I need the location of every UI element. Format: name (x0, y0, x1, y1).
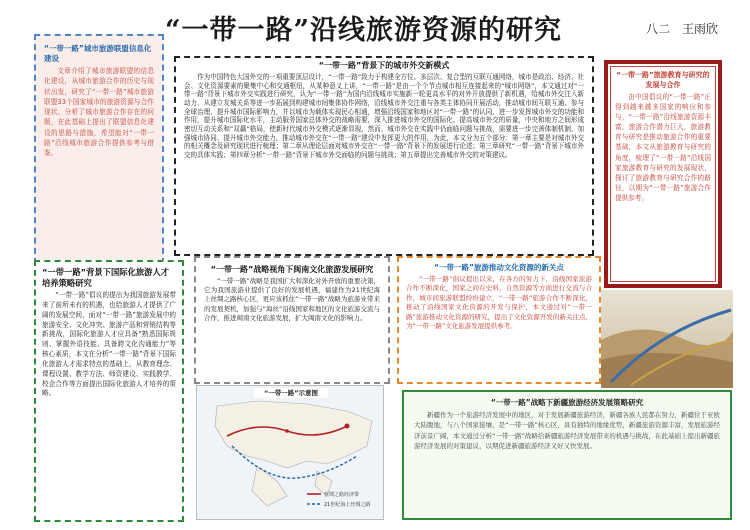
panel-body: 文章介绍了城市旅游联盟的信息化建设，从城市旅游合作的历史与现状出发，研究了“一带一路”城市旅游联盟33个国家城市的旅游资源与合作现状，分析了城市旅游合作存在的问题，在此基础上提出了联盟信息化建设的思路与措施，希望能对“一带一路”沿线城市旅游合作提供参考与借鉴。 (44, 67, 154, 158)
page-title: “一带一路”沿线旅游资源的研究 (165, 15, 563, 46)
legend-item-road: 21世纪海上丝绸之路 (324, 502, 371, 508)
desert-caravan-image (601, 290, 733, 388)
panel-body: 作为中国特色大国外交的一项重要顶层设计，“一带一路”致力于构建全方位、多层次、复合型的互联互通网络，城市是政治、经济、社会、文化资源要素的聚集中心和交通枢纽，从某种意义上讲，“一带一路”是由一个个节点城市相互连接起来的“城市网络”，本文通过对“一带一路”背景下城市外交实践进行研究，认为“一带一路”为国内沿线城市实施新一轮更高水平的对外开放提供了新机遇，给城市外交注入新动力，从建立友城关系等进一步拓展到构建城市间集体协作网络，沿线城市外交注重与各类主体协同开展活动，推动城市间互联互通、参与全球治理、提升城市国际影响力，并以城市为载体实现民心相通，增强沿线国家和地区对“一带一路”的认同，进一步发挥城市外交的功能和作用，提升城市国际化水平，主动服务国家总体外交的战略需要，深入推进城市外交的国际化，提高城市外交的质量，中央和地方之间形成密切互动关系和“双赢”格局，使新时代城市外交模式逐渐显现，然而，城市外交在实践中仍面临问题与挑战，需要进一步完善体制机制、加强城市协同、提升城市外交能力，推动城市外交在“一带一路”建设中发挥更大的作用，为此，本文分为五个部分：第一章主要是对城市外交的相关概念及研究现状进行梳理；第二章从理论层面对城市外交在“一带一路”背景下的发展进行论述；第三章研究“一带一路”背景下城市外交的具体实践；第四章分析“一带一路”背景下城市外交面临的问题与挑战；第五章提出完善城市外交的对策建议。 (184, 73, 584, 159)
panel-cultural-resources (397, 256, 601, 384)
panel-xinjiang-tourism (402, 390, 732, 520)
map-legend (324, 490, 370, 510)
panel-body: “一带一路”战略是我国扩大和深化对外开放的重要决策，它为我国旅游业提供了良好的发展机遇，福建作为21世纪海上丝绸之路核心区，更应该抓住“一带一路”战略为旅游业带来的发展契机，加强与“海丝”沿线国家和地区的文化旅游交流与合作，推进闽南文化旅游发展，扩大闽南文化的影响力。 (204, 277, 380, 322)
belt-road-map (196, 385, 384, 520)
author-name: 八二 王雨欣 (646, 22, 719, 36)
panel-heading: “一带一路”战略下新疆旅游经济发展策略研究 (490, 398, 644, 407)
panel-tourism-education (604, 60, 722, 288)
panel-body: 由中国倡议的“一带一路”正得到越来越多国家的响应和参与，“一带一路”沿线旅游资源丰富，旅游合作潜力巨大，旅游教育与研究是推动旅游合作的重要基础，本文从旅游教育与研究的角度，梳理了“一带一路”沿线国家旅游教育与研究的发展现状，探讨了旅游教育与研究合作的路径，以期为“一带一路”旅游合作提供参考。 (615, 93, 711, 202)
panel-body: “一带一路”倡议的提出为我国旅游发展带来了前所未有的机遇，也给旅游人才提供了广阔的发展空间，面对“一带一路”旅游发展中的旅游安全、文化冲突、旅游产品和营销结构等新挑战，国际化旅游人才应具备“熟悉国际规则、掌握外语技能、具备跨文化沟通能力”等核心素质，本文在分析“一带一路”背景下国际化旅游人才需求特点的基础上，从教育理念、课程设置、教学方法、师资建设、实践教学、校企合作等方面提出国际化旅游人才培养的策略。 (42, 291, 176, 398)
panel-heading: “一带一路”背景下的城市外交新模式 (318, 61, 450, 70)
panel-heading: “一带一路”城市旅游联盟信息化建设 (44, 44, 152, 63)
panel-heading: “一带一路”战略视角下闽南文化旅游发展研究 (210, 265, 374, 274)
panel-talent-training (34, 260, 184, 522)
silk-road-photo (601, 290, 733, 388)
map-title: “一带一路”示意图 (254, 388, 328, 398)
panel-heading: “一带一路”旅游推动文化资源的新关点 (434, 263, 564, 272)
panel-body: 新疆作为一个旅游经济发展中的地区，对于发展新疆旅游经济，新疆各族人民都在努力，新疆位于亚欧大陆腹地，与八个国家接壤，是“一带一路”核心区，具有独特的地缘优势，新疆旅游资源丰富，发展旅游经济前景广阔，本文通过分析“一带一路”战略给新疆旅游经济发展带来的机遇与挑战，在此基础上提出新疆旅游经济发展的对策建议，以期促进新疆旅游经济又好又快发展。 (414, 411, 720, 450)
panel-city-diplomacy (174, 56, 594, 256)
panel-body: “一带一路”倡议提出以来，在各方的努力下，沿线国家旅游合作不断深化，国家之间在史料、自然资源等方面进行交流与合作，城市间旅游联盟纷纷建立，“一带一路”旅游合作不断深化，推动了沿线国家文化资源的开发与保护，本文通过对“一带一路”旅游推动文化资源的研究，提出了文化资源开发的新关注点，为“一带一路”文化旅游发展提供参考。 (406, 275, 592, 331)
panel-heading: “一带一路”背景下国际化旅游人才培养策略研究 (42, 267, 170, 288)
panel-heading: “一带一路”旅游教育与研究的发展与合作 (616, 71, 710, 89)
legend-item-belt: 丝绸之路经济带 (324, 492, 360, 498)
panel-minnan-culture (194, 256, 390, 384)
panel-city-tourism-alliance (34, 34, 164, 264)
